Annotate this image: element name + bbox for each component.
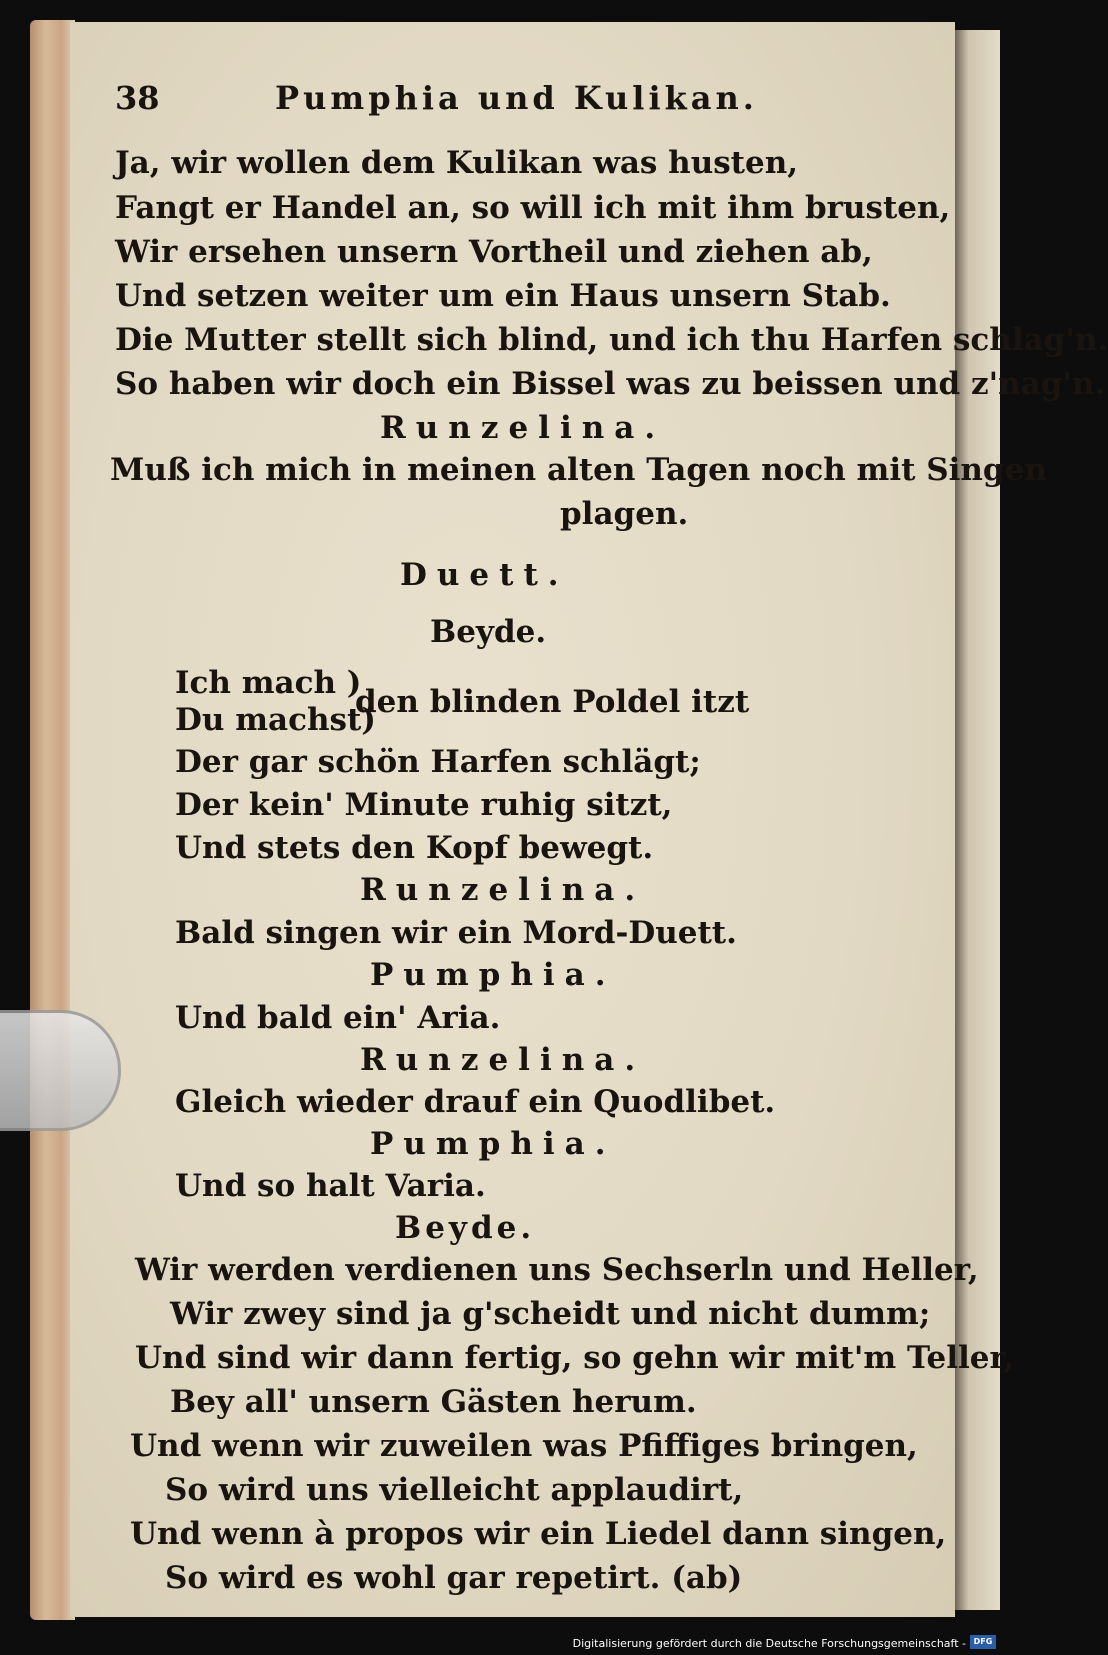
verse-line: Wir ersehen unsern Vortheil und ziehen ab,	[115, 234, 873, 270]
footer-bar	[0, 1630, 1000, 1655]
footer-credit: Digitalisierung gefördert durch die Deutsche Forschungsgemeinschaft -	[572, 1637, 966, 1650]
verse-line: Und wenn wir zuweilen was Pfiffiges bringen,	[130, 1428, 918, 1464]
verse-line: Du machst)	[175, 702, 376, 738]
page-clip	[0, 1010, 121, 1131]
verse-line: Die Mutter stellt sich blind, und ich thu Harfen schlag'n.	[115, 322, 1108, 358]
speaker-name: Runzelina.	[380, 410, 666, 446]
verse-line: Und wenn à propos wir ein Liedel dann singen,	[130, 1516, 947, 1552]
verse-line: Und setzen weiter um ein Haus unsern Stab.	[115, 278, 891, 314]
speaker-name: Runzelina.	[360, 872, 646, 908]
verse-line: Und stets den Kopf bewegt.	[175, 830, 654, 866]
verse-line: Gleich wieder drauf ein Quodlibet.	[175, 1084, 776, 1120]
speaker-name: Pumphia.	[370, 1126, 616, 1162]
verse-line: Ja, wir wollen dem Kulikan was husten,	[115, 145, 799, 181]
verse-line: Der gar schön Harfen schlägt;	[175, 744, 701, 780]
verse-line: Muß ich mich in meinen alten Tagen noch mit Singen	[110, 452, 1047, 488]
verse-line: So haben wir doch ein Bissel was zu beissen und z'nag'n.	[115, 366, 1106, 402]
verse-line: So wird uns vielleicht applaudirt,	[165, 1472, 744, 1508]
dfg-logo-icon: DFG	[970, 1635, 996, 1649]
verse-line: den blinden Poldel itzt	[355, 684, 750, 720]
verse-line: Wir zwey sind ja g'scheidt und nicht dumm;	[170, 1296, 931, 1332]
speaker-name: Beyde.	[430, 614, 547, 650]
verse-line: Fangt er Handel an, so will ich mit ihm brusten,	[115, 190, 951, 226]
book-page	[70, 22, 1108, 1617]
verse-line: Der kein' Minute ruhig sitzt,	[175, 787, 673, 823]
book-edge	[30, 20, 75, 1620]
section-heading: Duett.	[400, 557, 569, 593]
verse-line: Bald singen wir ein Mord-Duett.	[175, 915, 737, 951]
verse-line: Ich mach )	[175, 665, 362, 701]
verse-line: Und so halt Varia.	[175, 1168, 486, 1204]
speaker-name: Pumphia.	[370, 957, 616, 993]
verse-line: Wir werden verdienen uns Sechserln und Heller,	[135, 1252, 979, 1288]
verse-line: plagen.	[560, 496, 689, 532]
verse-line: Und bald ein' Aria.	[175, 1000, 501, 1036]
verse-line: Und sind wir dann fertig, so gehn wir mit'm Teller,	[135, 1340, 1015, 1376]
speaker-name: Beyde.	[395, 1210, 536, 1246]
verse-line: So wird es wohl gar repetirt. (ab)	[165, 1560, 743, 1596]
running-title: Pumphia und Kulikan.	[275, 79, 758, 117]
speaker-name: Runzelina.	[360, 1042, 646, 1078]
page-number: 38	[115, 79, 160, 117]
verse-line: Bey all' unsern Gästen herum.	[170, 1384, 697, 1420]
